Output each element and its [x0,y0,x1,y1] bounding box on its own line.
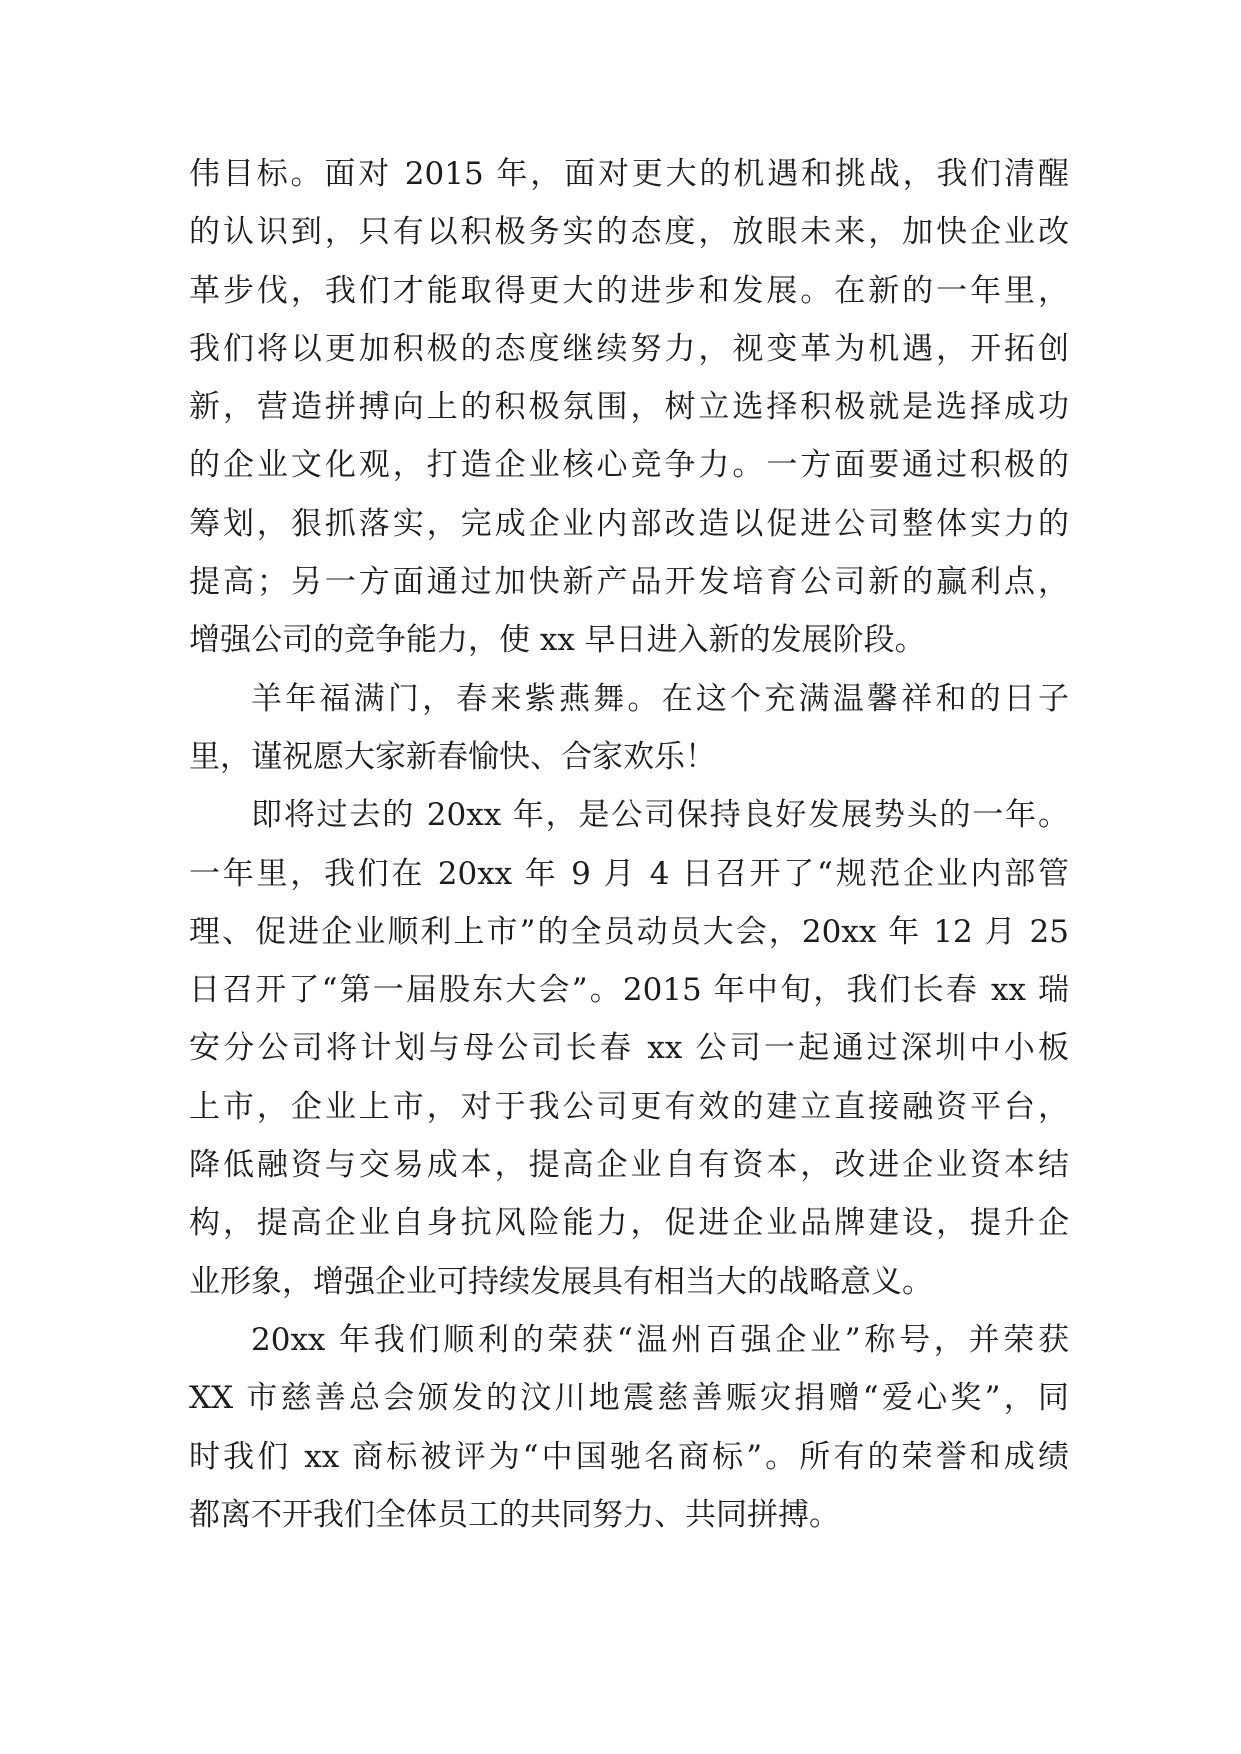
paragraph [189,670,1069,787]
text-line: 时我们 xx 商标被评为“中国驰名商标”。所有的荣誉和成绩 [189,1438,1069,1475]
text-line: 降低融资与交易成本，提高企业自有资本，改进企业资本结 [189,1147,1069,1184]
paragraph [189,786,1069,1311]
text-line: XX 市慈善总会颁发的汶川地震慈善赈灾捐赠“爱心奖”，同 [189,1380,1069,1417]
text-line: 里，谨祝愿大家新春愉快、合家欢乐！ [189,738,716,775]
text-line: 都离不开我们全体员工的共同努力、共同拼搏。 [189,1496,840,1533]
text-line: 我们将以更加积极的态度继续努力，视变革为机遇，开拓创 [189,330,1069,367]
text-line: 业形象，增强企业可持续发展具有相当大的战略意义。 [189,1263,933,1300]
paragraph [189,145,1069,670]
text-line: 一年里，我们在 20xx 年 9 月 4 日召开了“规范企业内部管 [189,855,1069,892]
text-line: 构，提高企业自身抗风险能力，促进企业品牌建设，提升企 [189,1205,1069,1242]
text-line: 的认识到，只有以积极务实的态度，放眼未来，加快企业改 [189,214,1069,251]
text-line: 的企业文化观，打造企业核心竞争力。一方面要通过积极的 [189,447,1069,484]
text-line: 提高；另一方面通过加快新产品开发培育公司新的赢利点， [189,564,1069,601]
text-line: 20xx 年我们顺利的荣获“温州百强企业”称号，并荣获 [251,1321,1069,1358]
text-line: 伟目标。面对 2015 年，面对更大的机遇和挑战，我们清醒 [189,156,1069,192]
text-line: 新，营造拼搏向上的积极氛围，树立选择积极就是选择成功 [189,389,1069,426]
text-line: 即将过去的 20xx 年，是公司保持良好发展势头的一年。 [251,797,1069,834]
text-line: 上市，企业上市，对于我公司更有效的建立直接融资平台， [189,1088,1069,1125]
paragraph [189,1311,1069,1544]
text-line: 日召开了“第一届股东大会”。2015 年中旬，我们长春 xx 瑞 [189,972,1069,1009]
text-line: 羊年福满门，春来紫燕舞。在这个充满温馨祥和的日子 [251,680,1069,717]
text-line: 增强公司的竞争能力，使 xx 早日进入新的发展阶段。 [189,622,926,659]
document-page [189,145,1069,1544]
text-line: 筹划，狠抓落实，完成企业内部改造以促进公司整体实力的 [189,505,1069,542]
text-line: 安分公司将计划与母公司长春 xx 公司一起通过深圳中小板 [189,1030,1069,1067]
text-line: 革步伐，我们才能取得更大的进步和发展。在新的一年里， [189,272,1069,309]
text-line: 理、促进企业顺利上市”的全员动员大会，20xx 年 12 月 25 [189,913,1069,950]
